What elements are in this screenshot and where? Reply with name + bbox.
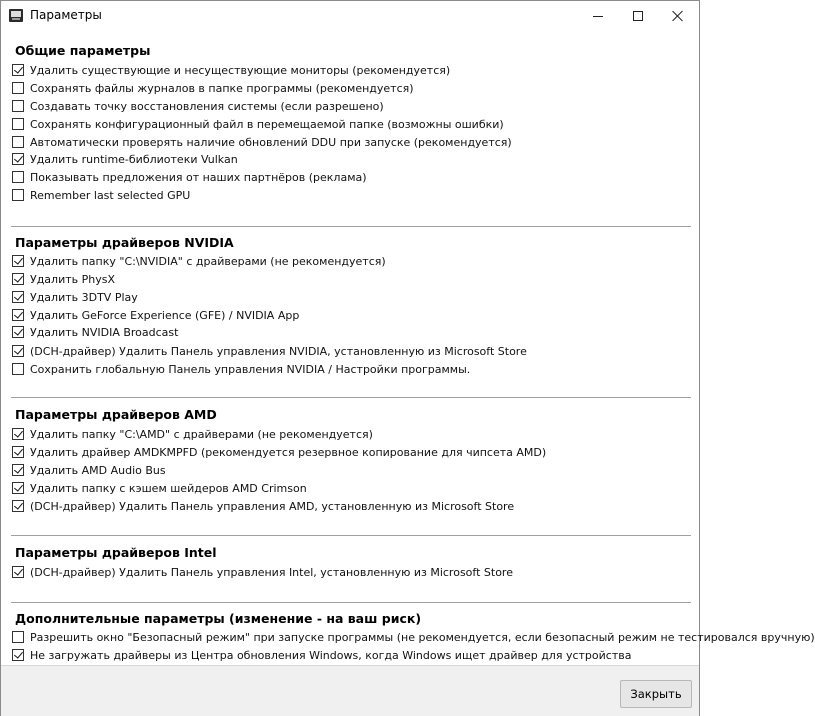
- section-title-general: Общие параметры: [15, 43, 151, 58]
- option-safe-mode-dialog[interactable]: [12, 629, 815, 645]
- option-label: Удалить папку с кэшем шейдеров AMD Crimson: [30, 481, 307, 495]
- checkbox[interactable]: [12, 309, 24, 321]
- section-title-advanced: Дополнительные параметры (изменение - на ваш риск): [15, 611, 422, 626]
- checkbox[interactable]: [12, 363, 24, 375]
- window-title: Параметры: [30, 8, 102, 22]
- option-label: Разрешить окно "Безопасный режим" при запуске программы (не рекомендуется, если безопасный режим не тестировался вручную): [30, 630, 815, 644]
- section-divider: [11, 535, 691, 536]
- close-window-button[interactable]: [655, 1, 701, 31]
- checkbox[interactable]: [12, 291, 24, 303]
- option-label: Удалить драйвер AMDKMPFD (рекомендуется резервное копирование для чипсета AMD): [30, 445, 547, 459]
- option-keep-nvidia-panel[interactable]: [12, 361, 470, 377]
- option-restore-point[interactable]: [12, 98, 384, 114]
- section-title-nvidia: Параметры драйверов NVIDIA: [15, 235, 234, 250]
- option-label: Показывать предложения от наших партнёров (реклама): [30, 170, 367, 184]
- section-divider: [11, 226, 691, 227]
- option-label: Сохранить глобальную Панель управления NVIDIA / Настройки программы.: [30, 362, 471, 376]
- checkbox[interactable]: [12, 464, 24, 476]
- option-remove-vulkan[interactable]: [12, 151, 238, 167]
- option-partner-offers[interactable]: [12, 169, 367, 185]
- checkbox[interactable]: [12, 482, 24, 494]
- option-label: Удалить PhysX: [30, 272, 115, 286]
- option-amd-shader-cache[interactable]: [12, 480, 307, 496]
- option-label: Удалить папку "C:\NVIDIA" с драйверами (не рекомендуется): [30, 254, 386, 268]
- settings-content: [1, 31, 815, 665]
- checkbox[interactable]: [12, 82, 24, 94]
- checkbox[interactable]: [12, 255, 24, 267]
- checkbox[interactable]: [12, 273, 24, 285]
- checkbox[interactable]: [12, 428, 24, 440]
- option-label: (DCH-драйвер) Удалить Панель управления NVIDIA, установленную из Microsoft Store: [30, 344, 527, 358]
- title-bar[interactable]: [1, 1, 699, 31]
- section-divider: [11, 602, 691, 603]
- option-intel-dch-panel[interactable]: [12, 564, 513, 580]
- ddu-app-icon: [9, 9, 23, 22]
- checkbox[interactable]: [12, 649, 24, 661]
- option-3dtv[interactable]: [12, 289, 138, 305]
- option-label: Удалить 3DTV Play: [30, 290, 138, 304]
- checkbox[interactable]: [12, 631, 24, 643]
- checkbox[interactable]: [12, 345, 24, 357]
- option-remember-gpu[interactable]: [12, 187, 190, 203]
- option-label: Удалить AMD Audio Bus: [30, 463, 166, 477]
- option-gfe[interactable]: [12, 307, 299, 323]
- option-label: Удалить runtime-библиотеки Vulkan: [30, 152, 238, 166]
- checkbox[interactable]: [12, 136, 24, 148]
- option-label: Сохранять файлы журналов в папке программы (рекомендуется): [30, 81, 414, 95]
- close-button[interactable]: Закрыть: [620, 680, 692, 708]
- option-label: Автоматически проверять наличие обновлений DDU при запуске (рекомендуется): [30, 135, 512, 149]
- option-label: Создавать точку восстановления системы (если разрешено): [30, 99, 384, 113]
- option-label: Не загружать драйверы из Центра обновления Windows, когда Windows ищет драйвер для устройства: [30, 648, 632, 662]
- option-label: (DCH-драйвер) Удалить Панель управления AMD, установленную из Microsoft Store: [30, 499, 515, 513]
- option-block-windows-update-drivers[interactable]: [12, 647, 631, 663]
- option-check-updates[interactable]: [12, 134, 512, 150]
- checkbox[interactable]: [12, 446, 24, 458]
- checkbox[interactable]: [12, 566, 24, 578]
- option-label: (DCH-драйвер) Удалить Панель управления Intel, установленную из Microsoft Store: [30, 565, 513, 579]
- option-nvidia-dch-panel[interactable]: [12, 343, 527, 359]
- checkbox[interactable]: [12, 171, 24, 183]
- option-label: Удалить NVIDIA Broadcast: [30, 325, 179, 339]
- checkbox[interactable]: [12, 189, 24, 201]
- section-divider: [11, 397, 691, 398]
- option-amdkmpfd[interactable]: [12, 444, 546, 460]
- option-physx[interactable]: [12, 271, 115, 287]
- option-amd-dch-panel[interactable]: [12, 498, 514, 514]
- maximize-icon: [633, 11, 643, 21]
- option-save-logs[interactable]: [12, 80, 414, 96]
- checkbox[interactable]: [12, 326, 24, 338]
- option-amd-folder[interactable]: [12, 426, 373, 442]
- checkbox[interactable]: [12, 118, 24, 130]
- checkbox[interactable]: [12, 500, 24, 512]
- section-title-amd: Параметры драйверов AMD: [15, 407, 217, 422]
- section-title-intel: Параметры драйверов Intel: [15, 545, 217, 560]
- minimize-icon: [593, 16, 603, 17]
- option-roaming-config[interactable]: [12, 116, 504, 132]
- option-label: Удалить папку "C:\AMD" с драйверами (не рекомендуется): [30, 427, 373, 441]
- checkbox[interactable]: [12, 100, 24, 112]
- option-remove-monitors[interactable]: [12, 62, 450, 78]
- option-nvidia-folder[interactable]: [12, 253, 386, 269]
- option-label: Сохранять конфигурационный файл в перемещаемой папке (возможны ошибки): [30, 117, 504, 131]
- option-amd-audio-bus[interactable]: [12, 462, 166, 478]
- checkbox[interactable]: [12, 64, 24, 76]
- dialog-footer: [1, 665, 699, 716]
- option-label: Удалить существующие и несуществующие мониторы (рекомендуется): [30, 63, 451, 77]
- option-nvidia-broadcast[interactable]: [12, 324, 178, 340]
- option-label: Удалить GeForce Experience (GFE) / NVIDIA App: [30, 308, 300, 322]
- checkbox[interactable]: [12, 153, 24, 165]
- option-label: Remember last selected GPU: [30, 188, 191, 202]
- close-icon: [672, 10, 684, 22]
